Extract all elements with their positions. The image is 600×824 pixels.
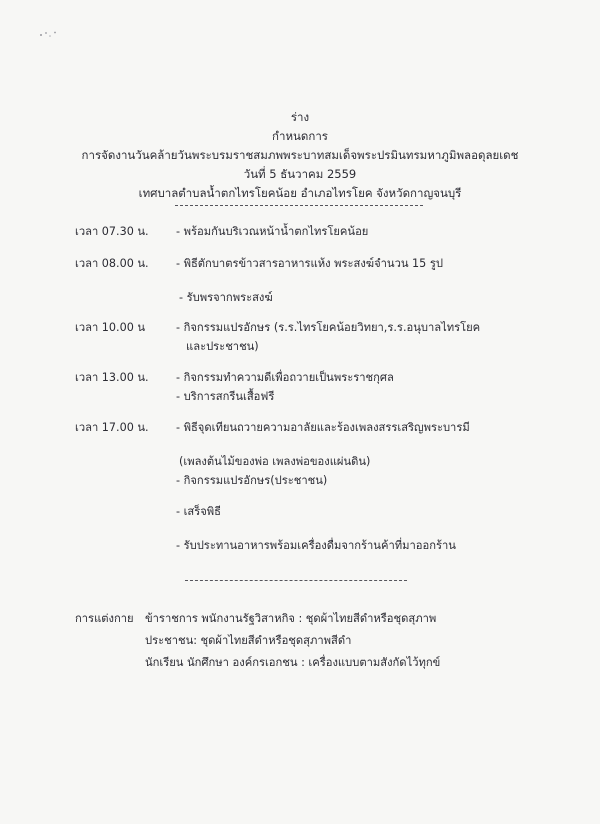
dress-label: การแต่งกาย	[75, 612, 134, 625]
activity-merit: - กิจกรรมทำความดีเพื่อถวายเป็นพระราชกุศล	[176, 371, 394, 384]
dress-public: ประชาชน: ชุดผ้าไทยสีดำหรือชุดสุภาพสีดำ	[145, 634, 352, 647]
time-0730: เวลา 07.30 น.	[75, 225, 149, 238]
draft-label: ร่าง	[290, 110, 310, 124]
scan-speck	[38, 30, 60, 38]
activity-songs: (เพลงต้นไม้ของพ่อ เพลงพ่อของแผ่นดิน)	[179, 455, 371, 468]
time-1000: เวลา 10.00 น	[75, 321, 146, 334]
event-date: วันที่ 5 ธันวาคม 2559	[243, 167, 357, 181]
activity-card-stunt: - กิจกรรมแปรอักษร (ร.ร.ไทรโยคน้อยวิทยา,ร.ร.อนุบาลไทรโยค	[176, 321, 481, 334]
event-location: เทศบาลตำบลน้ำตกไทรโยคน้อย อำเภอไทรโยค จังหวัดกาญจนบุรี	[138, 186, 462, 200]
header-divider	[175, 205, 423, 206]
activity-meal: - รับประทานอาหารพร้อมเครื่องดื่มจากร้านค้าที่มาออกร้าน	[176, 539, 456, 552]
activity-candle-ceremony: - พิธีจุดเทียนถวายความอาลัยและร้องเพลงสรรเสริญพระบารมี	[176, 421, 470, 434]
event-title: การจัดงานวันคล้ายวันพระบรมราชสมภพพระบาทสมเด็จพระปรมินทรมหาภูมิพลอดุลยเดช	[81, 148, 519, 162]
dress-civil-servants: ข้าราชการ พนักงานรัฐวิสาหกิจ : ชุดผ้าไทยสีดำหรือชุดสุภาพ	[145, 612, 437, 625]
activity-end: - เสร็จพิธี	[176, 505, 222, 518]
schedule-title: กำหนดการ	[272, 129, 328, 143]
activity-blessing: - รับพรจากพระสงฆ์	[179, 291, 273, 304]
time-1300: เวลา 13.00 น.	[75, 371, 149, 384]
activity-shirt-printing: - บริการสกรีนเสื้อฟรี	[176, 390, 275, 403]
dress-students: นักเรียน นักศึกษา องค์กรเอกชน : เครื่องแบบตามสังกัดไว้ทุกข์	[145, 656, 441, 669]
activity-almsgiving: - พิธีตักบาตรข้าวสารอาหารแห้ง พระสงฆ์จำนวน 15 รูป	[176, 257, 443, 270]
activity-gathering: - พร้อมกันบริเวณหน้าน้ำตกไทรโยคน้อย	[176, 225, 369, 238]
activity-card-stunt-public: - กิจกรรมแปรอักษร(ประชาชน)	[176, 474, 328, 487]
time-0800: เวลา 08.00 น.	[75, 257, 149, 270]
activity-card-stunt-cont: และประชาชน)	[186, 340, 259, 353]
time-1700: เวลา 17.00 น.	[75, 421, 149, 434]
schedule-divider	[185, 580, 407, 581]
